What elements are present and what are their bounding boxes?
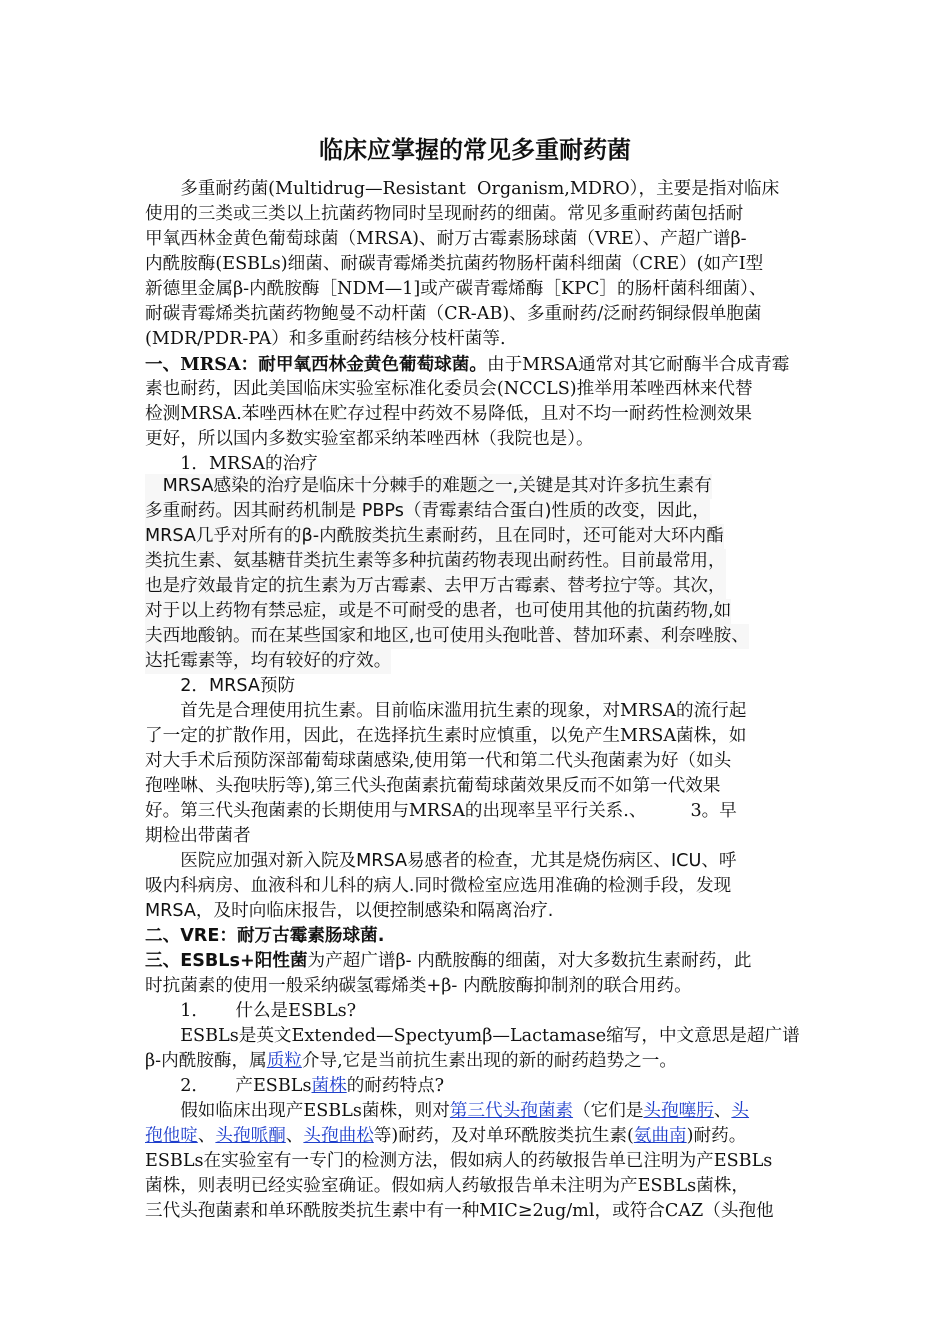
mrsa-heading-rest: 由于MRSA通常对其它耐酶半合成青霉 <box>486 355 790 375</box>
intro-line: 内酰胺酶(ESBLs)细菌、耐碳青霉烯类抗菌药物肠杆菌科细菌（CRE）(如产Ⅰ型 <box>145 254 764 274</box>
treatment-line: 达托霉素等，均有较好的疗效。 <box>145 649 391 674</box>
esbl-para-line <box>145 1099 749 1124</box>
esbl-para-line: 三代头孢菌素和单环酰胺类抗生素中有一种MIC≥2ug/ml，或符合CAZ（头孢他 <box>145 1201 774 1221</box>
ceftazidime-link-part1[interactable]: 头 <box>731 1101 750 1121</box>
treatment-line: 夫西地酸钠。而在某些国家和地区,也可使用头孢吡普、替加环素、利奈唑胺、 <box>145 624 749 649</box>
intro-line: 使用的三类或三类以上抗菌药物同时呈现耐药的细菌。常见多重耐药菌包括耐 <box>145 204 744 224</box>
detection-line: 吸内科病房、血液科和儿科的病人.同时微检室应选用准确的检测手段，发现 <box>145 876 732 896</box>
page-title: 临床应掌握的常见多重耐药菌 <box>319 135 631 164</box>
treatment-line: 也是疗效最肯定的抗生素为万古霉素、去甲万古霉素、替考拉宁等。其次， <box>145 574 726 599</box>
text-run: 2． 产ESBLs <box>145 1076 312 1096</box>
esbl-question-1: 1． 什么是ESBLs? <box>145 1001 357 1021</box>
third-gen-cephalosporin-link[interactable]: 第三代头孢菌素 <box>449 1101 574 1121</box>
treatment-line: 对于以上药物有禁忌症，或是不可耐受的患者，也可使用其他的抗菌药物,如 <box>145 599 731 624</box>
mrsa-treatment-title: 1．MRSA的治疗 <box>145 454 318 474</box>
cefoperazone-link[interactable]: 头孢哌酮 <box>215 1126 286 1146</box>
text-run: 的耐药特点? <box>346 1076 445 1096</box>
ceftriaxone-link[interactable]: 头孢曲松 <box>303 1126 374 1146</box>
esbl-para-line: 菌株，则表明已经实验室确证。假如病人药敏报告单未注明为产ESBLs菌株， <box>145 1176 749 1196</box>
mrsa-heading-line <box>145 352 789 378</box>
esbl-heading-rest: 为产超广谱β- 内酰胺酶的细菌，对大多数抗生素耐药，此 <box>307 951 752 971</box>
mrsa-heading: 一、MRSA：耐甲氧西林金黄色葡萄球菌。 <box>145 354 487 375</box>
detection-line: MRSA，及时向临床报告，以便控制感染和隔离治疗. <box>145 901 554 921</box>
esbl-line: 时抗菌素的使用一般采纳碳氢霉烯类+β- 内酰胺酶抑制剂的联合用药。 <box>145 976 692 996</box>
intro-line: 新德里金属β-内酰胺酶［NDM—1]或产碳青霉烯酶［KPC］的肠杆菌科细菌）、 <box>145 279 767 299</box>
intro-line: 耐碳青霉烯类抗菌药物鲍曼不动杆菌（CR-AB)、多重耐药/泛耐药铜绿假单胞菌 <box>145 304 762 324</box>
detection-line: 医院应加强对新入院及MRSA易感者的检查，尤其是烧伤病区、ICU、呼 <box>145 851 737 871</box>
prevention-line: 孢唑啉、头孢呋肟等),第三代头孢菌素抗葡萄球菌效果反而不如第一代效果 <box>145 776 721 796</box>
plasmid-link[interactable]: 质粒 <box>266 1051 302 1071</box>
treatment-line: 多重耐药。因其耐药机制是 PBPs（青霉素结合蛋白)性质的改变，因此， <box>145 499 710 524</box>
aztreonam-link[interactable]: 氨曲南 <box>633 1126 687 1146</box>
cefotaxime-link[interactable]: 头孢噻肟 <box>643 1101 714 1121</box>
intro-line: 甲氧西林金黄色葡萄球菌（MRSA)、耐万古霉素肠球菌（VRE）、产超广谱β- <box>145 229 747 249</box>
text-run: （它们是 <box>573 1101 644 1121</box>
mrsa-line: 素也耐药，因此美国临床实验室标准化委员会(NCCLS)推举用苯唑西林来代替 <box>145 379 753 399</box>
esbl-heading-line <box>145 949 751 974</box>
text-run: 介导,它是当前抗生素出现的新的耐药趋势之一。 <box>301 1051 677 1071</box>
intro-line: 多重耐药菌(Multidrug—Resistant Organism,MDRO），主要是指对临床 <box>145 179 780 199</box>
prevention-line: 首先是合理使用抗生素。目前临床滥用抗生素的现象，对MRSA的流行起 <box>145 701 747 721</box>
mrsa-line: 检测MRSA.苯唑西林在贮存过程中药效不易降低，且对不均一耐药性检测效果 <box>145 404 753 424</box>
text-run: 、 <box>197 1126 216 1146</box>
vre-heading-line <box>145 924 384 949</box>
esbl-answer-line: ESBLs是英文Extended—Spectyumβ—Lactamase缩写，中文意思是超广谱 <box>145 1026 800 1046</box>
esbl-heading: 三、ESBLs+阳性菌 <box>145 951 308 971</box>
treatment-line: MRSA几乎对所有的β-内酰胺类抗生素耐药，且在同时，还可能对大环内酯 <box>145 524 724 549</box>
treatment-line: MRSA感染的治疗是临床十分棘手的难题之一,关键是其对许多抗生素有 <box>145 474 712 499</box>
text-run: 、 <box>285 1126 304 1146</box>
prevention-line: 期检出带菌者 <box>145 826 251 846</box>
text-run: 、 <box>713 1101 732 1121</box>
text-run: 等)耐药，及对单环酰胺类抗生素( <box>373 1126 634 1146</box>
ceftazidime-link-part2[interactable]: 孢他啶 <box>145 1126 198 1146</box>
mrsa-line: 更好，所以国内多数实验室都采纳苯唑西林（我院也是）。 <box>145 429 594 449</box>
strain-link[interactable]: 菌株 <box>311 1076 347 1096</box>
text-run: β-内酰胺酶，属 <box>145 1051 267 1071</box>
intro-line: (MDR/PDR-PA）和多重耐药结核分枝杆菌等. <box>145 329 506 349</box>
vre-heading: 二、VRE：耐万古霉素肠球菌. <box>145 926 385 946</box>
esbl-answer-line <box>145 1049 677 1074</box>
esbl-para-line: ESBLs在实验室有一专门的检测方法，假如病人的药敏报告单已注明为产ESBLs <box>145 1151 773 1171</box>
esbl-question-2 <box>145 1074 444 1099</box>
text-run: )耐药。 <box>686 1126 747 1146</box>
text-run: 假如临床出现产ESBLs菌株，则对 <box>145 1101 450 1121</box>
prevention-line: 对大手术后预防深部葡萄球菌感染,使用第一代和第二代头孢菌素为好（如头 <box>145 751 732 771</box>
prevention-line: 好。第三代头孢菌素的长期使用与MRSA的出现率呈平行关系.、 3。早 <box>145 801 737 821</box>
esbl-para-line <box>145 1124 746 1149</box>
mrsa-prevention-title: 2．MRSA预防 <box>145 676 296 696</box>
treatment-line: 类抗生素、氨基糖苷类抗生素等多种抗菌药物表现出耐药性。目前最常用， <box>145 549 726 574</box>
prevention-line: 了一定的扩散作用，因此，在选择抗生素时应慎重，以免产生MRSA菌株，如 <box>145 726 747 746</box>
